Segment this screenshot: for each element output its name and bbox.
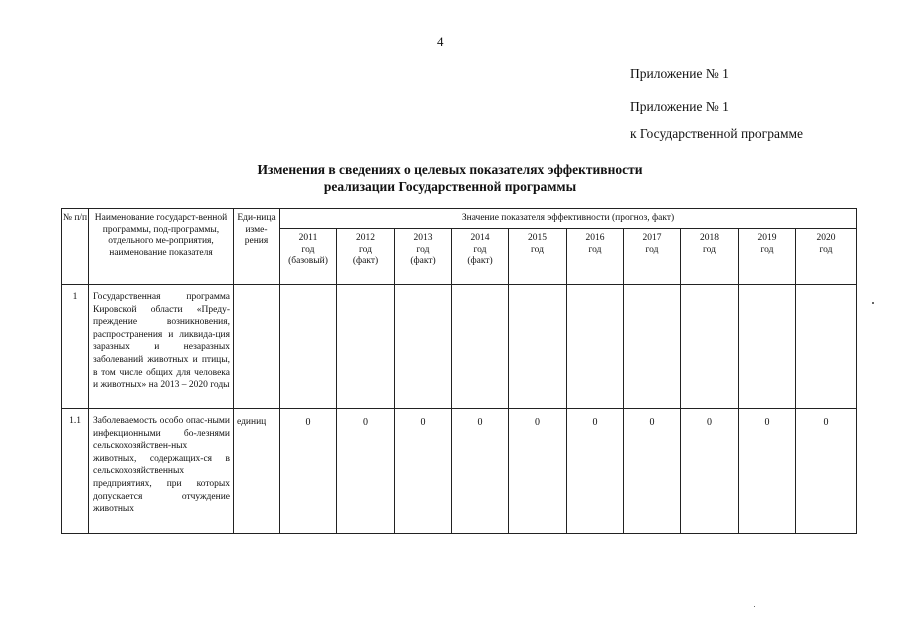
header-year xyxy=(739,229,796,285)
indicator-value: 0 xyxy=(739,409,796,534)
indicator-value xyxy=(567,285,624,409)
header-unit: Еди-ница изме-рения xyxy=(234,209,280,285)
year-number: 2011 xyxy=(298,233,318,243)
table-header-row xyxy=(62,209,857,229)
header-year xyxy=(395,229,452,285)
header-year xyxy=(280,229,337,285)
header-year xyxy=(567,229,624,285)
indicator-value: 0 xyxy=(624,409,681,534)
indicator-value xyxy=(337,285,395,409)
row-number: 1.1 xyxy=(62,409,89,534)
year-label: год xyxy=(703,244,716,255)
indicators-table xyxy=(61,208,857,534)
year-number: 2017 xyxy=(642,233,662,243)
year-note: (факт) xyxy=(467,256,493,266)
year-number: 2013 xyxy=(413,233,433,243)
year-label: год xyxy=(359,244,372,255)
indicator-value: 0 xyxy=(796,409,857,534)
header-year xyxy=(337,229,395,285)
year-label: год xyxy=(645,244,659,255)
scan-speck xyxy=(754,606,755,607)
indicator-value xyxy=(452,285,509,409)
year-label: год xyxy=(473,244,487,255)
indicator-name: Государственная программа Кировской области «Преду-преждение возникновения, распространения и ликвида-ция заразных и незаразных заболеваний животных и птицы, в том числе общих для человека и животных» на 2013 – 2020 годы xyxy=(89,285,234,409)
indicator-name: Заболеваемость особо опас-ными инфекционными бо-лезнями сельскохозяйствен-ных животных, содержащих-ся в сельскохозяйственных предприятиях, при которых допускается отчуждение животных xyxy=(89,409,234,534)
indicator-value xyxy=(280,285,337,409)
header-year xyxy=(452,229,509,285)
year-label: год xyxy=(760,244,774,255)
year-label: год xyxy=(301,244,315,255)
header-number: № п/п xyxy=(62,209,89,285)
indicator-unit: единиц xyxy=(234,409,280,534)
year-number: 2016 xyxy=(585,233,605,243)
document-title-line: реализации Государственной программы xyxy=(323,179,577,194)
year-number: 2018 xyxy=(700,233,719,243)
indicator-value xyxy=(681,285,739,409)
header-year xyxy=(509,229,567,285)
indicator-value: 0 xyxy=(280,409,337,534)
year-label: год xyxy=(588,244,602,255)
year-label: год xyxy=(819,244,833,255)
table-row xyxy=(62,285,857,409)
header-year xyxy=(796,229,857,285)
document-title-line: Изменения в сведениях о целевых показателях эффективности xyxy=(257,162,643,177)
header-year xyxy=(624,229,681,285)
indicator-value xyxy=(395,285,452,409)
header-year xyxy=(681,229,739,285)
indicator-value: 0 xyxy=(509,409,567,534)
year-label: год xyxy=(416,244,430,255)
year-note: (базовый) xyxy=(288,256,328,266)
row-number: 1 xyxy=(62,285,89,409)
header-name: Наименование государст-венной программы, под-программы, отдельного ме-роприятия, наименование показателя xyxy=(89,209,234,285)
year-note: (факт) xyxy=(352,256,379,266)
appendix-label: Приложение № 1 xyxy=(630,66,729,81)
appendix-subtitle: к Государственной программе xyxy=(630,126,804,141)
indicator-value: 0 xyxy=(567,409,624,534)
indicator-value: 0 xyxy=(395,409,452,534)
year-number: 2012 xyxy=(356,233,375,243)
indicator-value xyxy=(624,285,681,409)
year-note: (факт) xyxy=(410,256,436,266)
indicator-value xyxy=(739,285,796,409)
indicator-value: 0 xyxy=(681,409,739,534)
year-number: 2015 xyxy=(528,233,547,243)
appendix-label: Приложение № 1 xyxy=(630,99,729,114)
year-number: 2014 xyxy=(470,233,490,243)
scan-speck xyxy=(872,302,874,304)
indicator-unit xyxy=(234,285,280,409)
year-number: 2019 xyxy=(757,233,777,243)
header-value-group: Значение показателя эффективности (прогноз, факт) xyxy=(280,209,857,229)
indicator-value: 0 xyxy=(452,409,509,534)
year-label: год xyxy=(531,244,544,255)
indicator-value: 0 xyxy=(337,409,395,534)
indicator-value xyxy=(509,285,567,409)
document-title xyxy=(200,161,700,195)
page-number: 4 xyxy=(437,34,444,49)
year-number: 2020 xyxy=(816,233,836,243)
indicator-value xyxy=(796,285,857,409)
table-row xyxy=(62,409,857,534)
